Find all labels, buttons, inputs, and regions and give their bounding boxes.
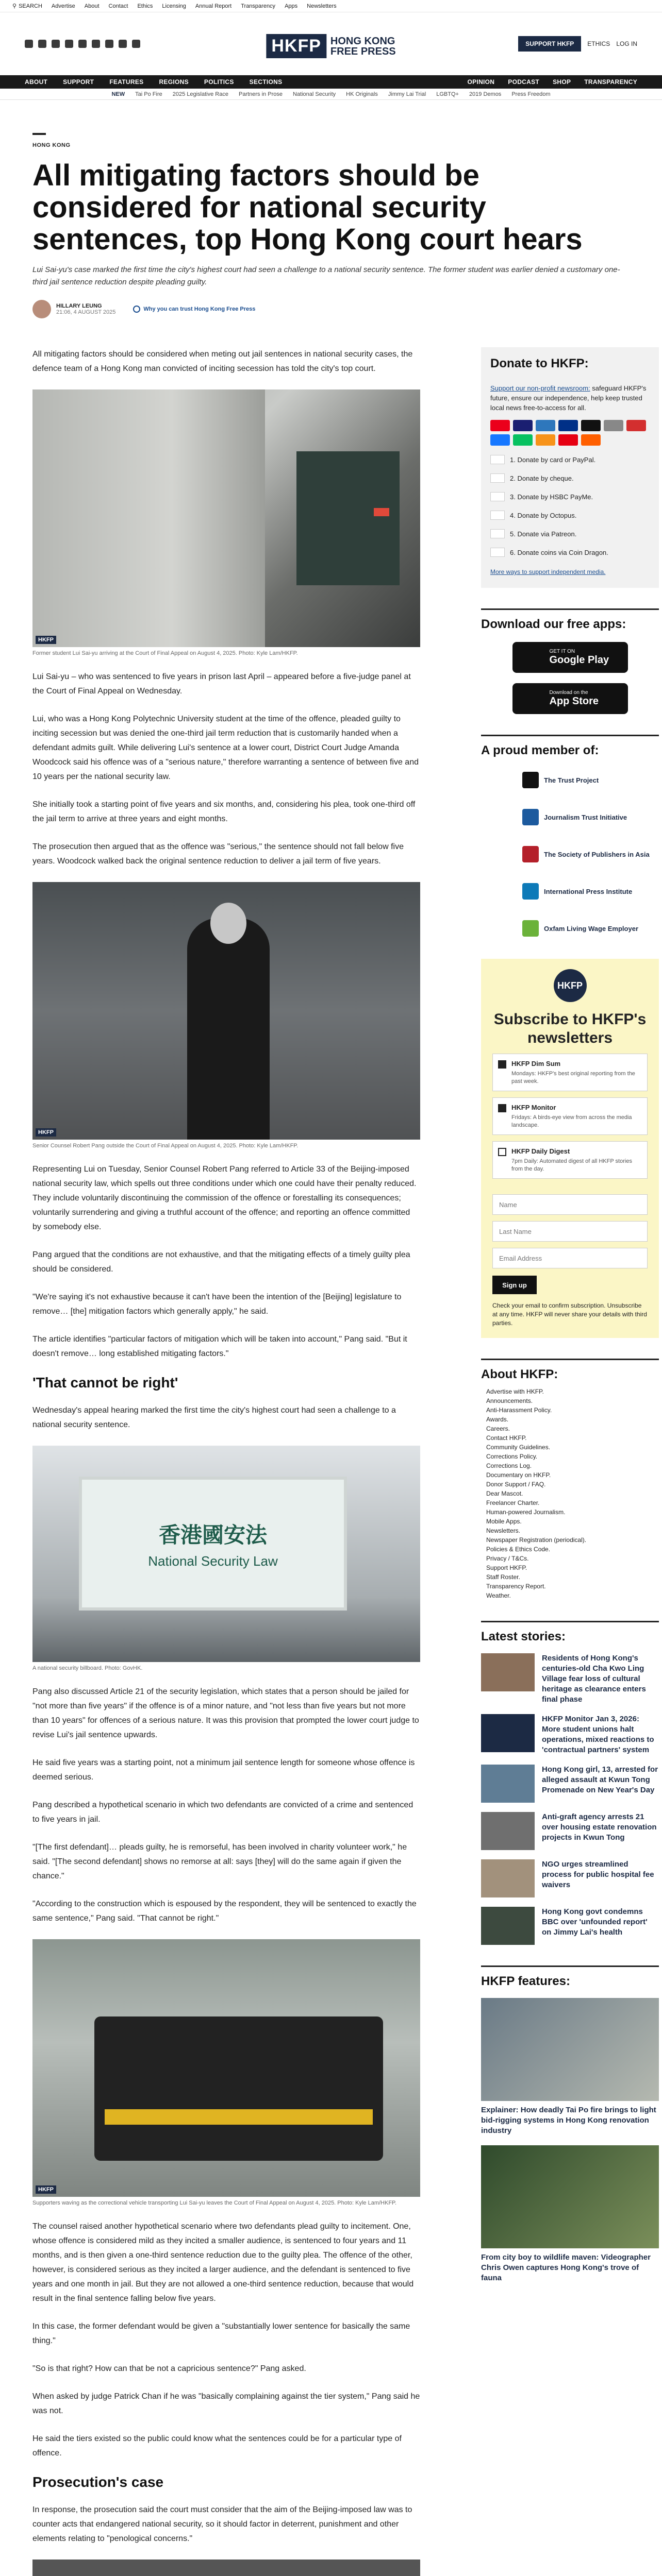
feature-item[interactable]: From city boy to wildlife maven: Videographer Chris Owen captures Hong Kong's trove of fauna [481,2145,659,2283]
last-name-input[interactable]: Last Name [492,1221,648,1242]
newsletters-link[interactable]: Newsletters [307,3,337,9]
ethics-link[interactable]: Ethics [137,3,153,9]
first-name-input[interactable]: Name [492,1194,648,1215]
story-thumbnail [481,1907,535,1945]
ethics-header-link[interactable]: ETHICS [587,40,610,47]
story-item[interactable]: HKFP Monitor Jan 3, 2026: More student unions halt operations, mixed reactions to 'contractual partners' system [481,1714,659,1755]
paragraph: Pang described a hypothetical scenario in which two defendants are convicted of a crime and sentenced to five years in jail. [32,1801,413,1824]
trending-link[interactable]: 2025 Legislative Race [172,91,228,97]
info-icon [133,306,140,313]
about-link[interactable]: Community Guidelines. [486,1444,551,1451]
cheque-icon [490,473,505,483]
app-store-button[interactable]: Download on the App Store [512,683,628,714]
top-utility-bar [0,0,662,12]
publish-date: 21:06, 4 AUGUST 2025 [56,309,116,315]
content-area [0,347,662,2576]
paragraph: The counsel raised another hypothetical scenario where two defendants plead guilty to incitement. One, whose offence is considered mild as they incited a smaller audience, is sentenced to four years and 11 months, and is then given a one-third sentence reduction due to the guilty plea. The offence of the other, however, is considered serious as they incited a larger audience, and the defendant is sentenced to five years and one month in jail. But they are not allowed a one-third sentence reduction, because that would result in the final sentence falling below five years. [32,2222,414,2303]
unionpay-icon [626,420,646,431]
paragraph: When asked by judge Patrick Chan if he was "basically complaining against the tier system," Pang said he was not. [32,2392,420,2415]
trending-link[interactable]: HK Originals [346,91,378,97]
discover-icon [581,434,601,446]
telegram-icon[interactable] [105,40,113,48]
photo-caption: Senior Counsel Robert Pang outside the Court of Final Appeal on August 4, 2025. Photo: Kyle Lam/HKFP. [32,1143,299,1149]
paragraph: The article identifies "particular factors of mitigation which will be taken into account," Pang said. "But it doesn't remove… long established mitigating factors." [32,1335,407,1358]
photo-caption: A national security billboard. Photo: GovHK. [32,1665,143,1671]
trending-link[interactable]: 2019 Demos [469,91,502,97]
nav-sections[interactable]: SECTIONS [249,78,283,86]
oxfam-icon [522,920,539,937]
apps-title: Download our free apps: [481,617,626,631]
sidebar [481,347,659,2576]
hkfp-watermark: HKFP [36,1128,56,1137]
members-block [481,735,659,943]
payme-icon [490,492,505,501]
billboard: 香港國安法 National Security Law [79,1477,347,1611]
about-link[interactable]: About [84,3,100,9]
features-title: HKFP features: [481,1974,570,1988]
features-block [481,1965,659,2283]
google-play-button[interactable]: GET IT ON Google Play [512,642,628,673]
ipi-icon [522,883,539,900]
nav-about[interactable]: ABOUT [25,78,48,86]
about-link[interactable]: Contact HKFP. [486,1434,527,1442]
trust-link[interactable]: Why you can trust Hong Kong Free Press [133,306,255,313]
about-link[interactable]: Policies & Ethics Code. [486,1546,551,1553]
bluesky-icon[interactable] [119,40,127,48]
email-input[interactable]: Email Address [492,1248,648,1268]
story-item[interactable]: Hong Kong govt condemns BBC over 'unfounded report' on Jimmy Lai's health [481,1907,659,1945]
about-link[interactable]: Staff Roster. [486,1573,520,1581]
trending-link[interactable]: Partners in Prose [238,91,283,97]
member-logo[interactable]: The Trust Project [481,765,659,795]
story-item[interactable]: Residents of Hong Kong's centuries-old Cha Kwo Ling Village fear loss of cultural heritage as clearance enters final phase [481,1653,659,1705]
article-subtitle: Lui Sai-yu's case marked the first time the city's highest court had seen a challenge to a national security sentence. The former student was earlier denied a customary one-third jail sentence reduction despite pleading guilty. [32,265,620,286]
figure [32,389,420,656]
donate-title: Donate to HKFP: [490,357,589,370]
about-link[interactable]: Dear Mascot. [486,1490,523,1497]
latest-title: Latest stories: [481,1630,566,1643]
trending-link[interactable]: LGBTQ+ [436,91,459,97]
jcb-icon [558,434,578,446]
about-link[interactable]: Careers. [486,1425,510,1432]
member-logo[interactable]: The Society of Publishers in Asia [481,839,659,869]
about-link[interactable]: Announcements. [486,1397,533,1404]
paragraph: All mitigating factors should be considered when meting out jail sentences in national security cases, the defence team of a Hong Kong man convicted of inciting secession has told the city's top court. [32,350,413,373]
about-title: About HKFP: [481,1367,558,1381]
trending-link[interactable]: Press Freedom [511,91,551,97]
trending-link[interactable]: Tai Po Fire [135,91,162,97]
rss-icon[interactable] [132,40,140,48]
section-heading: 'That cannot be right' [32,1375,178,1391]
nav-podcast[interactable]: PODCAST [508,78,540,86]
transparency-link[interactable]: Transparency [241,3,276,9]
about-block [481,1359,659,1600]
story-item[interactable]: NGO urges streamlined process for public hospital fee waivers [481,1859,659,1897]
paragraph: He said five years was a starting point, not a minimum jail sentence length for someone whose offence is deemed serious. [32,1758,415,1782]
subscribe-title: Subscribe to HKFP's newsletters [493,1011,647,1046]
sign-up-button[interactable]: Sign up [492,1276,537,1294]
feature-image [481,1998,659,2101]
x-icon[interactable] [38,40,46,48]
nav-politics[interactable]: POLITICS [204,78,234,86]
paragraph: In response, the prosecution said the court must consider that the aim of the Beijing-imposed law was to counter acts that endangered national security, so it should factor in deterrent, punishment and other elements relating to "penological concerns." [32,2505,412,2543]
about-link[interactable]: Advertise with HKFP. [486,1388,544,1395]
paragraph: Lui Sai-yu – who was sentenced to five years in prison last April – appeared before a five-judge panel at the Court of Final Appeal on Wednesday. [32,672,411,696]
article-photo[interactable] [32,1446,420,1662]
bitcoin-icon [536,434,555,446]
figure [32,1939,420,2206]
threads-icon[interactable] [65,40,73,48]
paragraph: Pang also discussed Article 21 of the security legislation, which states that a person should be jailed for "not more than five years" if the offence is of a minor nature, and "not less than five years but not more than 10 years" for offences of a serious nature. It was this provision that prompted the lower court judge to revise Lui's jail sentence upwards. [32,1687,419,1739]
advertise-link[interactable]: Advertise [51,3,75,9]
member-logo[interactable]: Journalism Trust Initiative [481,802,659,832]
subscribe-note: Check your email to confirm subscription. Unsubscribe at any time. HKFP will never share your details with third parties. [492,1302,647,1327]
about-link[interactable]: Transparency Report. [486,1583,546,1590]
story-thumbnail [481,1765,535,1803]
newsletter-option[interactable]: HKFP Monitor Fridays: A birds-eye view from across the media landscape. [492,1097,648,1135]
paragraph: "We're saying it's not exhaustive because it can't have been the intention of the [Beijing] legislature to remove… [the] mitigation factors which generally apply," he said. [32,1293,402,1316]
linkedin-icon[interactable] [92,40,100,48]
about-link[interactable]: Awards. [486,1416,509,1423]
nav-features[interactable]: FEATURES [109,78,144,86]
about-link[interactable]: Newsletters. [486,1527,521,1534]
about-list [481,1387,659,1600]
paragraph: "[The first defendant]… pleads guilty, he is remorseful, has been involved in charity volunteer work," he said. "[The second defendant] shows no remorse at all: says [they] will do the same again if given the chance." [32,1843,407,1880]
sopa-icon [522,846,539,862]
about-link[interactable]: Weather. [486,1592,511,1599]
paragraph: Representing Lui on Tuesday, Senior Counsel Robert Pang referred to Article 33 of the Beijing-imposed national security law, which spells out three conditions under which one could have their penalty reduced. They include voluntarily discontinuing the commission of the offence or forestalling its consequences; voluntarily surrendering and giving a truthful account of the offence; and reporting an offence committed by somebody else. [32,1165,417,1231]
support-hkfp-button[interactable]: SUPPORT HKFP [518,36,581,52]
facebook-icon[interactable] [25,40,33,48]
story-thumbnail [481,1714,535,1752]
main-nav [0,75,662,89]
site-logo[interactable]: HKFP HONG KONG FREE PRESS [266,34,395,58]
article-title: All mitigating factors should be considered for national security sentences, top Hong Kong court hears [32,159,583,256]
about-link[interactable]: Newspaper Registration (periodical). [486,1536,587,1544]
article-header [0,133,662,318]
article-photo[interactable] [32,1939,420,2197]
site-header [0,12,662,75]
newsletter-option[interactable]: HKFP Daily Digest 7pm Daily: Automated digest of all HKFP stories from the day. [492,1141,648,1179]
nav-opinion[interactable]: OPINION [467,78,495,86]
checkbox[interactable] [498,1148,506,1156]
about-link[interactable]: Corrections Log. [486,1462,532,1469]
paragraph: "According to the construction which is espoused by the respondent, they will be sentenced to exactly the same sentence," Pang said. "That cannot be right." [32,1900,417,1923]
nav-shop[interactable]: SHOP [553,78,571,86]
photo-caption: Supporters waving as the correctional vehicle transporting Lui Sai-yu leaves the Court of Final Appeal on August 4, 2025. Photo: Kyle Lam/HKFP. [32,2200,397,2206]
paragraph: He said the tiers existed so the public could know what the sentences could be for a particular type of offence. [32,2434,402,2458]
donate-option[interactable]: 4. Donate by Octopus. [490,511,650,520]
feature-image [481,2145,659,2248]
wechat-pay-icon [513,434,533,446]
byline [32,300,630,318]
about-link[interactable]: Donor Support / FAQ. [486,1481,546,1488]
nav-transparency[interactable]: TRANSPARENCY [584,78,637,86]
author-name[interactable]: HILLARY LEUNG [56,303,102,309]
about-link[interactable]: Corrections Policy. [486,1453,538,1460]
donate-link[interactable]: Support our non-profit newsroom: [490,384,590,392]
apps-block [481,608,659,714]
story-thumbnail [481,1812,535,1850]
article-photo[interactable] [32,2560,420,2576]
latest-block [481,1621,659,1945]
figure [32,882,420,1149]
paragraph: She initially took a starting point of five years and six months, and, considering his plea, took one-third off the jail term to arrive at three years and eight months. [32,800,416,823]
story-item[interactable]: Hong Kong girl, 13, arrested for alleged assault at Kwun Tong Promenade on New Year's Day [481,1765,659,1803]
hkfp-watermark: HKFP [36,636,56,644]
about-link[interactable]: Documentary on HKFP. [486,1471,551,1479]
member-logo[interactable]: International Press Institute [481,876,659,906]
donate-option[interactable]: 1. Donate by card or PayPal. [490,455,650,464]
article-body [32,347,420,2576]
section-heading: Prosecution's case [32,2474,164,2490]
feature-item[interactable]: Explainer: How deadly Tai Po fire brings to light bid-rigging systems in Hong Kong renovation industry [481,1998,659,2136]
paragraph: Pang argued that the conditions are not exhaustive, and that the mitigating effects of a timely guilty plea should be considered. [32,1250,410,1274]
paragraph: Wednesday's appeal hearing marked the first time the city's highest court had seen a challenge to a national security sentence. [32,1406,396,1429]
trending-link[interactable]: Jimmy Lai Trial [388,91,426,97]
nav-regions[interactable]: REGIONS [159,78,189,86]
paypal-icon [558,420,578,431]
story-thumbnail [481,1859,535,1897]
donate-option[interactable]: 3. Donate by HSBC PayMe. [490,492,650,501]
donate-option[interactable]: 2. Donate by cheque. [490,473,650,483]
about-link[interactable]: Privacy / T&Cs. [486,1555,529,1562]
trending-link[interactable]: National Security [292,91,336,97]
card-icon [490,455,505,464]
article-photo[interactable] [32,389,420,647]
article-photo[interactable] [32,882,420,1140]
instagram-icon[interactable] [52,40,60,48]
checkbox[interactable] [498,1104,506,1112]
jti-icon [522,809,539,825]
visa-icon [513,420,533,431]
member-logo[interactable]: Oxfam Living Wage Employer [481,913,659,943]
more-ways-link[interactable]: More ways to support independent media. [490,568,606,575]
members-title: A proud member of: [481,743,599,757]
mastercard-icon [490,420,510,431]
story-item[interactable]: Anti-graft agency arrests 21 over housing estate renovation projects in Kwun Tong [481,1812,659,1850]
apple-pay-icon [581,420,601,431]
newsletter-box [481,959,659,1338]
apps-link[interactable]: Apps [285,3,298,9]
avatar [32,300,51,318]
newsletter-option[interactable]: HKFP Dim Sum Mondays: HKFP's best original reporting from the past week. [492,1054,648,1091]
social-icons [25,40,140,48]
paragraph: "So is that right? How can that be not a capricious sentence?" Pang asked. [32,2364,306,2373]
story-thumbnail [481,1653,535,1691]
payment-icons [490,420,650,446]
donate-box: Donate to HKFP: Support our non-profit newsroom: safeguard HKFP's future, ensure our independence, help keep trusted local news free-to-access for all. 1. Donate by card or PayPal. 2. Donate by cheque. 3. Donate by HSBC PayMe. 4. Donate by Octopus. 5. Donate via Patreon. 6. Donate coins via Coin Dragon. More ways to support independent media. [481,347,659,588]
nav-support[interactable]: SUPPORT [63,78,94,86]
contact-link[interactable]: Contact [108,3,128,9]
log-in-link[interactable]: LOG IN [616,40,637,47]
paragraph: In this case, the former defendant would be given a "substantially lower sentence for basically the same thing." [32,2322,410,2345]
divider [32,133,46,135]
youtube-icon[interactable] [78,40,87,48]
trust-project-icon [522,772,539,788]
about-link[interactable]: Freelancer Charter. [486,1499,540,1506]
paragraph: The prosecution then argued that as the offence was "serious," the sentence should not fall below five years. Woodcock walked back the original sentence reduction to deliver a jail term of five years. [32,842,404,866]
hkfp-watermark: HKFP [36,2185,56,2194]
octopus-icon [490,511,505,520]
about-link[interactable]: Anti-Harassment Policy. [486,1406,552,1414]
alipay-icon [490,434,510,446]
donate-option[interactable]: 6. Donate coins via Coin Dragon. [490,548,650,557]
about-link[interactable]: Mobile Apps. [486,1518,522,1525]
trending-bar [0,89,662,100]
coin-icon [490,548,505,557]
article-kicker[interactable]: HONG KONG [32,142,71,148]
amex-icon [536,420,555,431]
new-badge: NEW [111,91,125,97]
google-pay-icon [604,420,623,431]
licensing-link[interactable]: Licensing [162,3,186,9]
figure [32,1446,420,1671]
patreon-icon [490,529,505,538]
checkbox[interactable] [498,1060,506,1069]
about-link[interactable]: Support HKFP. [486,1564,527,1571]
hkfp-logo-icon: HKFP [554,969,587,1002]
donate-option[interactable]: 5. Donate via Patreon. [490,529,650,538]
paragraph: Lui, who was a Hong Kong Polytechnic University student at the time of the offence, pleaded guilty to inciting secession but was denied the one-third jail term reduction that is customarily handed when a defendant admits guilt. While delivering Lui's sentence at a lower court, District Court Judge Amanda Woodcock said his offence was of a "serious nature," therefore warranting a sentence of between five and 10 years per the national security law. [32,715,419,781]
annual-report-link[interactable]: Annual Report [195,3,232,9]
search-link[interactable]: ⚲ SEARCH [12,3,42,9]
about-link[interactable]: Human-powered Journalism. [486,1509,566,1516]
photo-caption: Former student Lui Sai-yu arriving at the Court of Final Appeal on August 4, 2025. Photo: Kyle Lam/HKFP. [32,650,298,656]
